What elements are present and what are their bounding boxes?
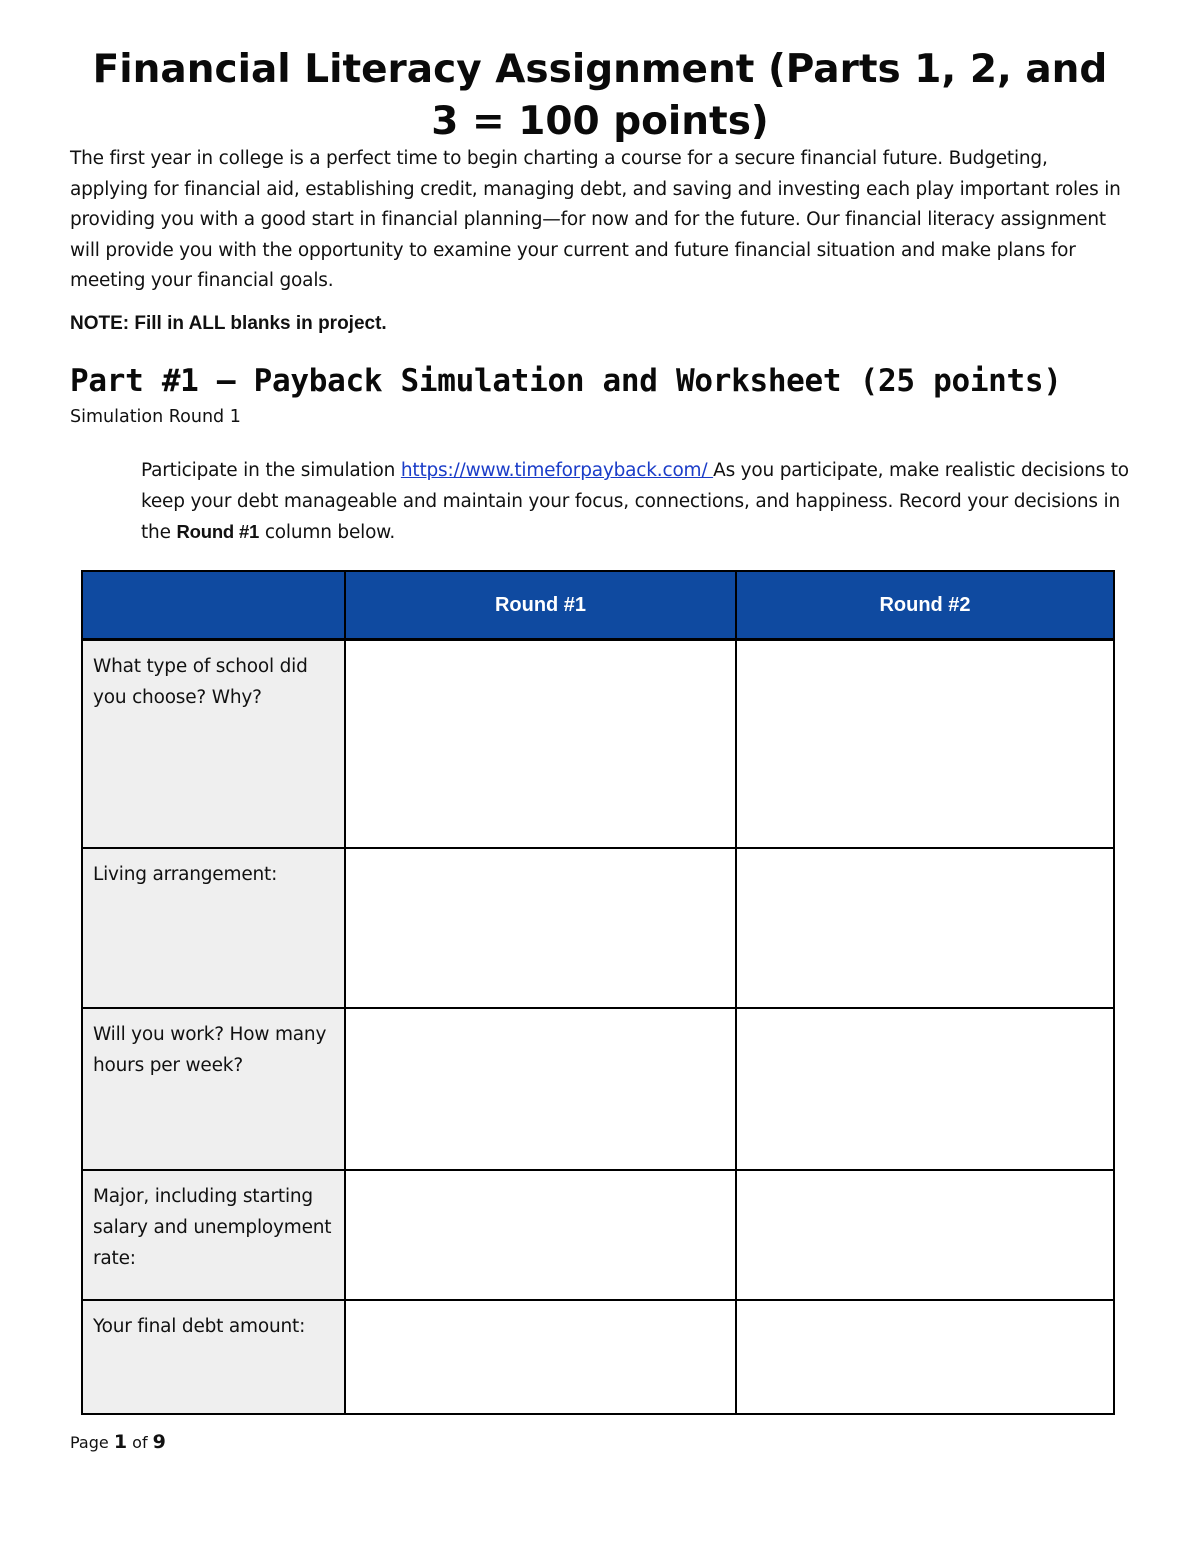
page-footer xyxy=(70,1428,166,1457)
table-header-row xyxy=(82,571,1114,640)
header-cell-blank xyxy=(82,571,345,640)
question-cell: Living arrangement: xyxy=(82,848,345,1008)
answer-cell-round2[interactable] xyxy=(736,1170,1114,1300)
part1-heading: Part #1 – Payback Simulation and Worksheet (25 points) xyxy=(70,363,1062,399)
table-row xyxy=(82,848,1114,1008)
header-cell-round2: Round #2 xyxy=(736,571,1114,640)
answer-cell-round1[interactable] xyxy=(345,640,736,848)
page-label: Page xyxy=(70,1433,114,1452)
answer-cell-round1[interactable] xyxy=(345,848,736,1008)
page-of-label: of xyxy=(127,1433,153,1452)
table-row xyxy=(82,1008,1114,1170)
page-total: 9 xyxy=(152,1431,166,1453)
instructions-bold-round: Round #1 xyxy=(176,521,260,542)
header-cell-round1: Round #1 xyxy=(345,571,736,640)
document-title: Financial Literacy Assignment (Parts 1, 2, and 3 = 100 points) xyxy=(92,47,1108,144)
payback-link[interactable]: https://www.timeforpayback.com/ xyxy=(400,460,714,481)
question-cell: Your final debt amount: xyxy=(82,1300,345,1414)
instructions-prefix: Participate in the simulation xyxy=(141,460,401,481)
simulation-instructions xyxy=(141,456,1136,549)
worksheet-table xyxy=(81,570,1115,1415)
answer-cell-round1[interactable] xyxy=(345,1300,736,1414)
intro-paragraph: The first year in college is a perfect time to begin charting a course for a secure financial future. Budgeting, applying for financial aid, establishing credit, managing debt, and saving and investing each play important roles in providing you with a good start in financial planning—for now and for the future. Our financial literacy assignment will provide you with the opportunity to examine your current and future financial situation and make plans for meeting your financial goals. xyxy=(70,148,1121,291)
question-cell: What type of school did you choose? Why? xyxy=(82,640,345,848)
table-row xyxy=(82,1170,1114,1300)
instructions-middle: As you participate, make realistic decisions to keep your debt manageable and maintain your focus, connections, and happiness. Record your decisions in the xyxy=(141,460,1129,543)
table-row xyxy=(82,1300,1114,1414)
answer-cell-round2[interactable] xyxy=(736,1008,1114,1170)
question-cell: Major, including starting salary and unemployment rate: xyxy=(82,1170,345,1300)
table-row xyxy=(82,640,1114,848)
answer-cell-round2[interactable] xyxy=(736,640,1114,848)
answer-cell-round1[interactable] xyxy=(345,1170,736,1300)
answer-cell-round1[interactable] xyxy=(345,1008,736,1170)
simulation-round-label: Simulation Round 1 xyxy=(70,407,241,427)
instructions-suffix: column below. xyxy=(259,522,396,543)
page-current: 1 xyxy=(113,1431,128,1453)
question-cell: Will you work? How many hours per week? xyxy=(82,1008,345,1170)
note-text: NOTE: Fill in ALL blanks in project. xyxy=(70,313,387,334)
answer-cell-round2[interactable] xyxy=(736,848,1114,1008)
answer-cell-round2[interactable] xyxy=(736,1300,1114,1414)
